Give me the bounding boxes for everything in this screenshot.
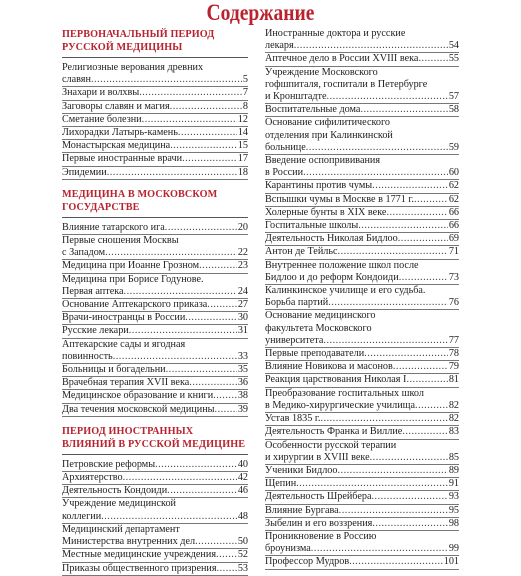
toc-entry-title: Врачи-иностранцы в России <box>62 312 186 324</box>
toc-entry-title: Русские лекари <box>62 325 129 337</box>
toc-entry-title: Основание Аптекарского приказа <box>62 299 208 311</box>
toc-entry <box>265 67 459 105</box>
toc-entry-page: 59 <box>448 141 459 153</box>
toc-entry-page: 78 <box>448 348 459 360</box>
toc-entry <box>265 155 459 180</box>
toc-entry <box>62 364 248 377</box>
leader-dots <box>182 153 237 165</box>
leader-dots <box>337 465 447 477</box>
toc-entry-page: 82 <box>448 413 459 425</box>
toc-entry-title: Госпитальные школы <box>265 220 359 232</box>
section-rule <box>62 217 248 218</box>
toc-entry-title: в России <box>265 167 304 179</box>
toc-entry-title: Приказы общественного призрения <box>62 562 217 574</box>
toc-entry-title: больнице <box>265 141 306 153</box>
toc-entry <box>62 222 248 235</box>
section-gap <box>62 417 248 425</box>
toc-entry-title: Вспышки чумы в Москве в 1771 г. <box>265 193 414 205</box>
toc-entry-page: 71 <box>448 246 459 258</box>
leader-dots <box>294 40 448 52</box>
toc-entry-title: Ученики Бидлоо <box>265 464 338 476</box>
leader-dots <box>123 472 237 484</box>
toc-entry-page: 20 <box>237 221 248 233</box>
toc-entry <box>62 167 248 180</box>
leader-dots <box>170 140 237 152</box>
toc-entry-page: 14 <box>237 127 248 139</box>
toc-entry-page: 31 <box>237 325 248 337</box>
toc-entry-page: 27 <box>237 299 248 311</box>
leader-dots <box>155 459 237 471</box>
leader-dots <box>199 260 237 272</box>
toc-entry <box>265 285 459 310</box>
leader-dots <box>418 53 447 65</box>
leader-dots <box>195 536 237 548</box>
leader-dots <box>415 400 448 412</box>
toc-entry-page: 22 <box>237 247 248 259</box>
toc-entry-title: Карантины против чумы <box>265 180 373 192</box>
toc-entry-title: Деятельность Шрейбера <box>265 491 372 503</box>
leader-dots <box>91 74 242 86</box>
toc-entry-title: Влияние Новикова и масонов <box>265 361 393 373</box>
leader-dots <box>402 426 447 438</box>
toc-entry <box>62 153 248 166</box>
leader-dots <box>372 180 448 192</box>
toc-entry <box>62 325 248 338</box>
toc-entry <box>265 104 459 117</box>
toc-entry <box>62 459 248 472</box>
section-heading: МЕДИЦИНА В МОСКОВСКОМ ГОСУДАРСТВЕ <box>62 188 218 213</box>
toc-entry-page: 93 <box>448 491 459 503</box>
toc-entry-title: славян <box>62 74 91 86</box>
toc-entry-page: 24 <box>237 285 248 297</box>
toc-entry <box>265 348 459 361</box>
toc-entry-title: лекаря <box>265 40 294 52</box>
toc-entry-page: 36 <box>237 377 248 389</box>
toc-entry-title: Два течения московской медицины <box>62 403 215 415</box>
leader-dots <box>185 312 237 324</box>
toc-entry-page: 77 <box>448 334 459 346</box>
toc-entry-page: 54 <box>448 40 459 52</box>
toc-entry <box>62 312 248 325</box>
leader-dots <box>306 142 448 154</box>
toc-entry-page: 7 <box>242 87 248 99</box>
toc-entry-title-part: Внутреннее положение школ после <box>265 259 419 271</box>
toc-entry <box>265 53 459 66</box>
leader-dots <box>406 374 447 386</box>
toc-entry-page: 76 <box>448 297 459 309</box>
toc-entry-page: 62 <box>448 193 459 205</box>
leader-dots <box>358 220 448 232</box>
leader-dots <box>189 377 237 389</box>
toc-entry <box>265 505 459 518</box>
leader-dots <box>414 194 448 206</box>
toc-entry <box>62 235 248 260</box>
toc-entry-page: 46 <box>237 485 248 497</box>
toc-entry-title: Зыбелин и его воззрения <box>265 517 373 529</box>
toc-entry <box>265 440 459 465</box>
toc-entry-title: Сметание болезни <box>62 113 142 125</box>
toc-left-column <box>62 28 248 576</box>
toc-entry-page: 98 <box>448 517 459 529</box>
toc-entry <box>62 101 248 114</box>
toc-entry-title-part: Преобразование госпитальных школ <box>265 387 424 399</box>
toc-entry-title: Холерные бунты в XIX веке <box>265 206 387 218</box>
leader-dots <box>338 246 448 258</box>
toc-entry-page: 33 <box>237 350 248 362</box>
toc-entry-title: Профессор Мудров <box>265 556 350 568</box>
toc-entry-title-part: Введение оспопрививания <box>265 155 381 167</box>
toc-entry-title-part: Калинкинское училище и его судьба. <box>265 285 426 297</box>
toc-entry-title: броунизма <box>265 543 311 555</box>
toc-entry-title: Борьба партий <box>265 297 329 309</box>
leader-dots <box>215 404 237 416</box>
leader-dots <box>165 222 237 234</box>
toc-entry <box>62 274 248 299</box>
toc-entry <box>62 339 248 364</box>
toc-entry-page: 83 <box>448 426 459 438</box>
toc-entry-title: Министерства внутренних дел <box>62 536 196 548</box>
leader-dots <box>178 127 237 139</box>
section-rule <box>62 454 248 455</box>
toc-entry-title-part: отделения при Калинкинской <box>265 129 393 141</box>
toc-entry-title: Врачебная терапия XVII века <box>62 377 190 389</box>
toc-entry-page: 73 <box>448 271 459 283</box>
leader-dots <box>328 297 448 309</box>
leader-dots <box>370 452 448 464</box>
toc-entry <box>62 62 248 87</box>
toc-entry <box>62 377 248 390</box>
toc-entry-page: 38 <box>237 390 248 402</box>
toc-entry-title-part: Медицина при Борисе Годунове. <box>62 273 204 285</box>
leader-dots <box>101 511 237 523</box>
leader-dots <box>105 247 237 259</box>
leader-dots <box>142 114 237 126</box>
toc-entry-title-part: Религиозные верования древних <box>62 62 204 73</box>
toc-entry-title: Первые иностранные врачи <box>62 153 183 165</box>
leader-dots <box>398 233 448 245</box>
toc-entry <box>265 207 459 220</box>
section-gap <box>62 180 248 188</box>
toc-entry-page: 85 <box>448 451 459 463</box>
leader-dots <box>129 325 237 337</box>
toc-entry-page: 89 <box>448 464 459 476</box>
toc-entry-page: 79 <box>448 361 459 373</box>
toc-entry <box>265 220 459 233</box>
toc-entry <box>265 194 459 207</box>
toc-entry-page: 66 <box>448 206 459 218</box>
section-rule <box>62 57 248 58</box>
leader-dots <box>107 167 237 179</box>
toc-entry <box>62 498 248 523</box>
toc-entry <box>265 28 459 53</box>
toc-entry-page: 50 <box>237 536 248 548</box>
toc-entry-title: повинность <box>62 350 113 362</box>
toc-entry <box>265 491 459 504</box>
toc-entry <box>265 310 459 348</box>
toc-entry-page: 40 <box>237 458 248 470</box>
toc-entry-title: Реакция царствования Николая I <box>265 374 407 386</box>
section-heading: ПЕРВОНАЧАЛЬНЫЙ ПЕРИОД РУССКОЙ МЕДИЦИНЫ <box>62 29 215 53</box>
toc-entry-title: Монастырская медицина <box>62 140 171 152</box>
toc-entry-title: Петровские реформы <box>62 458 156 470</box>
toc-entry <box>265 426 459 439</box>
toc-entry-page: 99 <box>448 543 459 555</box>
page-title: Содержание <box>206 0 315 25</box>
toc-entry-page: 17 <box>237 153 248 165</box>
toc-entry-page: 23 <box>237 260 248 272</box>
toc-entry-page: 82 <box>448 399 459 411</box>
toc-entry-title: Эпидемии <box>62 166 107 178</box>
toc-entry <box>265 465 459 478</box>
leader-dots <box>371 491 447 503</box>
toc-entry-title-part: Учреждение медицинской <box>62 498 176 510</box>
leader-dots <box>386 207 447 219</box>
toc-entry-page: 18 <box>237 166 248 178</box>
leader-dots <box>296 478 448 490</box>
toc-entry-title-part: Особенности русской терапии <box>265 439 397 451</box>
toc-entry-title-part: гофшпиталя, госпитали в Петербурге <box>265 78 428 90</box>
leader-dots <box>216 549 237 561</box>
toc-entry <box>62 549 248 562</box>
toc-entry-page: 91 <box>448 478 459 490</box>
toc-entry <box>265 246 459 259</box>
toc-entry-page: 55 <box>448 53 459 65</box>
toc-entry <box>265 531 459 556</box>
toc-entry <box>62 87 248 100</box>
toc-entry-title-part: Аптекарские сады и ягодная <box>62 338 186 350</box>
toc-entry-page: 101 <box>443 556 459 568</box>
toc-entry-title-part: факультета Московского <box>265 322 372 334</box>
toc-entry-title: Больницы и богадельни <box>62 364 166 376</box>
toc-entry <box>62 140 248 153</box>
toc-entry-title: в Медико-хирургические училища <box>265 399 416 411</box>
toc-entry-page: 66 <box>448 220 459 232</box>
toc-entry-title: Влияние Бургава <box>265 504 339 516</box>
leader-dots <box>167 485 237 497</box>
toc-entry-title: Воспитательные дома <box>265 104 361 116</box>
toc-entry-title: Медицина при Иоанне Грозном <box>62 260 200 272</box>
toc-entry-page: 5 <box>242 74 248 86</box>
toc-entry-page: 81 <box>448 374 459 386</box>
leader-dots <box>393 361 448 373</box>
toc-entry-page: 35 <box>237 364 248 376</box>
toc-entry-page: 53 <box>237 562 248 574</box>
toc-entry-title: Местные медицинские учреждения <box>62 549 217 561</box>
toc-entry <box>62 563 248 576</box>
toc-entry-page: 62 <box>448 180 459 192</box>
leader-dots <box>166 364 237 376</box>
toc-entry-title: Антон де Тейльс <box>265 246 338 258</box>
leader-dots <box>364 348 448 360</box>
toc-entry <box>265 413 459 426</box>
toc-entry-title: коллегии <box>62 510 102 522</box>
toc-entry <box>265 117 459 155</box>
toc-entry <box>62 524 248 549</box>
toc-entry <box>265 233 459 246</box>
toc-entry-title: Деятельность Николая Бидлоо <box>265 233 398 245</box>
toc-entry-page: 95 <box>448 504 459 516</box>
toc-entry-title: и хирургии в XVIII веке <box>265 451 370 463</box>
toc-entry <box>62 299 248 312</box>
leader-dots <box>207 299 237 311</box>
toc-entry <box>265 388 459 413</box>
toc-entry <box>62 260 248 273</box>
toc-entry-title: Влияние татарского ига <box>62 221 165 233</box>
toc-entry <box>62 404 248 417</box>
toc-entry-title: Заговоры славян и магия <box>62 100 170 112</box>
toc-entry-page: 60 <box>448 167 459 179</box>
leader-dots <box>217 563 237 575</box>
toc-entry-title: Лихорадки Латырь-камень <box>62 127 178 139</box>
leader-dots <box>320 413 447 425</box>
toc-entry-title: Бидлоо и до реформ Кондоиди <box>265 271 399 283</box>
toc-entry-page: 39 <box>237 403 248 415</box>
toc-entry-page: 57 <box>448 91 459 103</box>
toc-entry <box>62 390 248 403</box>
toc-entry-page: 42 <box>237 472 248 484</box>
toc-entry-title: Архиятерство <box>62 472 123 484</box>
leader-dots <box>303 167 448 179</box>
toc-entry <box>62 472 248 485</box>
leader-dots <box>323 335 447 347</box>
toc-entry-title: Медицинское образование и книги <box>62 390 214 402</box>
toc-entry-page: 8 <box>242 100 248 112</box>
toc-entry <box>265 180 459 193</box>
toc-entry-title: Знахари и волхвы <box>62 87 140 99</box>
toc-entry <box>265 374 459 387</box>
leader-dots <box>327 91 448 103</box>
toc-entry <box>265 260 459 285</box>
toc-entry-title: Аптечное дело в России XVIII века <box>265 53 419 65</box>
toc-entry-title: и Кронштадте <box>265 91 327 103</box>
toc-entry-page: 30 <box>237 312 248 324</box>
leader-dots <box>124 286 237 298</box>
toc-entry-page: 52 <box>237 549 248 561</box>
toc-entry-title: Деятельность Кондоиди <box>62 485 168 497</box>
leader-dots <box>360 104 447 116</box>
leader-dots <box>311 543 448 555</box>
leader-dots <box>339 505 448 517</box>
toc-entry-title-part: Проникновение в Россию <box>265 530 377 542</box>
toc-entry-title-part: Основание сифилитического <box>265 117 391 129</box>
toc-entry-page: 58 <box>448 104 459 116</box>
toc-entry-title: Щепин <box>265 478 297 490</box>
toc-entry-page: 48 <box>237 510 248 522</box>
toc-entry-title: Первые преподаватели <box>265 348 365 360</box>
toc-entry-title-part: Основание медицинского <box>265 310 376 322</box>
toc-entry <box>265 361 459 374</box>
toc-entry-title-part: Иностранные доктора и русские <box>265 28 406 39</box>
toc-entry <box>62 127 248 140</box>
toc-entry-title-part: Учреждение Московского <box>265 66 378 78</box>
section-heading: ПЕРИОД ИНОСТРАННЫХ ВЛИЯНИЙ В РУССКОЙ МЕДИЦИНЕ <box>62 425 246 450</box>
toc-entry <box>265 478 459 491</box>
toc-entry-title: Деятельность Франка и Виллие <box>265 426 403 438</box>
leader-dots <box>213 390 237 402</box>
toc-entry-title-part: Медицинский департамент <box>62 523 180 535</box>
toc-entry <box>62 485 248 498</box>
toc-entry-title: Первая аптека <box>62 285 124 297</box>
toc-entry-title: Устав 1835 г. <box>265 413 321 425</box>
toc-entry <box>62 114 248 127</box>
leader-dots <box>399 272 448 284</box>
toc-entry-title: университета <box>265 334 324 346</box>
leader-dots <box>139 87 242 99</box>
toc-entry-page: 12 <box>237 113 248 125</box>
toc-entry <box>265 556 459 569</box>
toc-entry-title-part: Первые сношения Москвы <box>62 235 179 247</box>
toc-entry-page: 15 <box>237 140 248 152</box>
toc-right-column <box>265 28 459 570</box>
leader-dots <box>170 101 242 113</box>
toc-entry-page: 69 <box>448 233 459 245</box>
leader-dots <box>349 556 443 568</box>
leader-dots <box>113 351 237 363</box>
toc-entry-title: с Западом <box>62 247 106 259</box>
